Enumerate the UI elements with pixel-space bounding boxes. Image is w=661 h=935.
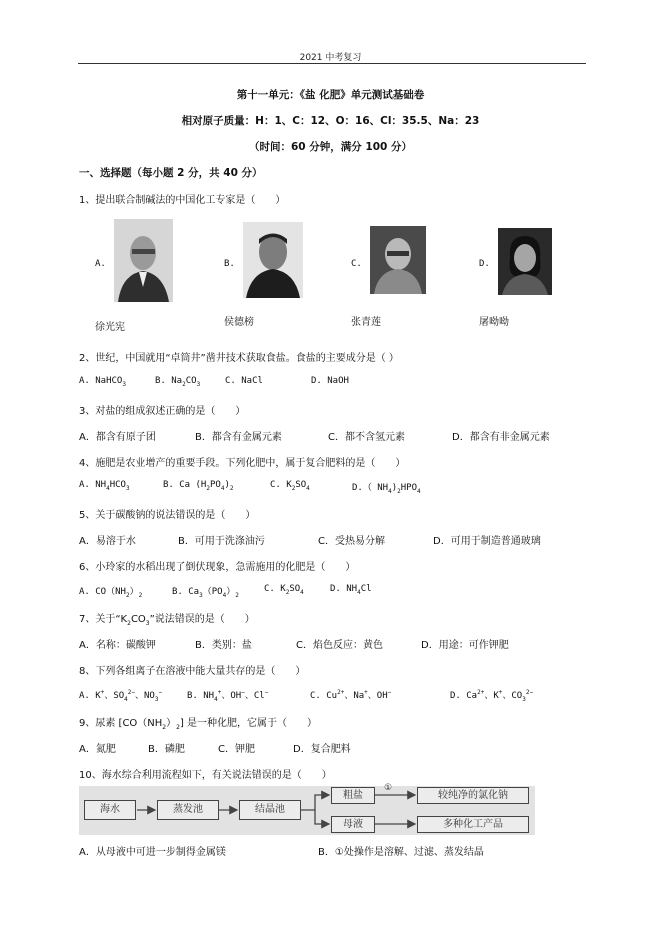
question-8-stem: 8、下列各组离子在溶液中能大量共存的是（ ） bbox=[79, 666, 306, 677]
q3-option-b: B．都含有金属元素 bbox=[195, 432, 282, 443]
question-3-stem: 3、对盐的组成叙述正确的是（ ） bbox=[79, 406, 246, 417]
q9-option-c: C．钾肥 bbox=[218, 744, 255, 755]
flow-chem-products: 多种化工产品 bbox=[417, 816, 529, 833]
portrait-zhang-qinglian bbox=[370, 226, 426, 294]
q5-option-c: C．受热易分解 bbox=[318, 536, 385, 547]
q1-option-b-photo bbox=[243, 222, 303, 298]
q9-option-b: B．磷肥 bbox=[148, 744, 185, 755]
q2-option-d: D. NaOH bbox=[311, 376, 349, 386]
q10-option-a: A．从母液中可进一步制得金属镁 bbox=[79, 847, 226, 858]
q6-option-c: C. $K_2SO_4$ bbox=[264, 584, 304, 596]
q2-option-c: C. NaCl bbox=[225, 376, 263, 386]
q1-option-c-photo bbox=[370, 226, 426, 294]
q9-option-d: D．复合肥料 bbox=[293, 744, 351, 755]
q5-option-b: B．可用于洗涤油污 bbox=[178, 536, 265, 547]
portrait-hou-debang bbox=[243, 222, 303, 298]
q3-option-d: D．都含有非金属元素 bbox=[452, 432, 550, 443]
page-title: 第十一单元：《盐 化肥》单元测试基础卷 bbox=[236, 89, 425, 101]
flow-pure-nacl: 较纯净的氯化钠 bbox=[417, 787, 529, 804]
q4-option-b: B. Ca $(H_2PO_4)_2$ bbox=[163, 480, 234, 492]
q9-option-a: A．氮肥 bbox=[79, 744, 116, 755]
q1-option-d-name: 屠呦呦 bbox=[479, 317, 509, 328]
seawater-flow-diagram bbox=[79, 783, 535, 835]
q6-option-a: A. $CO(NH_2)_2$ bbox=[79, 587, 143, 599]
q7-option-b: B．类别：盐 bbox=[195, 640, 252, 651]
q1-option-d-letter: D. bbox=[479, 259, 490, 269]
q8-option-a: A. K+、$SO_4^{2-}$、$NO_3^-$ bbox=[79, 689, 163, 703]
q4-option-d: D.（ $NH_4)_2HPO_4$ bbox=[352, 483, 421, 495]
q10-option-b: B．①处操作是溶解、过滤、蒸发结晶 bbox=[318, 847, 484, 858]
question-2-stem: 2、世纪，中国就用“卓筒井”凿井技术获取食盐。食盐的主要成分是（ ） bbox=[79, 353, 399, 364]
flow-step-1-label: ① bbox=[384, 783, 393, 793]
flow-crystallization-pond: 结晶池 bbox=[239, 800, 301, 820]
question-6-stem: 6、小玲家的水稻出现了倒伏现象，急需施用的化肥是（ ） bbox=[79, 562, 356, 573]
q1-option-a-name: 徐光宪 bbox=[95, 322, 125, 333]
q1-option-d-photo bbox=[498, 228, 552, 295]
q2-option-a: A. NaHCO$_3$ bbox=[79, 376, 126, 388]
q3-option-c: C．都不含氢元素 bbox=[328, 432, 405, 443]
q1-option-b-letter: B. bbox=[224, 259, 235, 269]
question-10-stem: 10、海水综合利用流程如下，有关说法错误的是（ ） bbox=[79, 770, 332, 781]
flow-seawater: 海水 bbox=[84, 800, 136, 820]
q4-option-c: C. $K_2SO_4$ bbox=[270, 480, 310, 492]
question-7-stem: 7、关于“$K_2CO_3$”说法错误的是（ ） bbox=[79, 614, 255, 627]
question-1-stem: 1、提出联合制碱法的中国化工专家是（ ） bbox=[79, 195, 286, 206]
q2-option-b: B. $Na_2CO_3$ bbox=[155, 376, 201, 388]
q4-option-a: A. $NH_4HCO_3$ bbox=[79, 480, 130, 492]
flow-evaporation-pond: 蒸发池 bbox=[157, 800, 219, 820]
q6-option-d: D. $NH_4Cl$ bbox=[330, 584, 372, 596]
question-5-stem: 5、关于碳酸钠的说法错误的是（ ） bbox=[79, 510, 256, 521]
flow-crude-salt: 粗盐 bbox=[331, 787, 375, 804]
q7-option-c: C．焰色反应：黄色 bbox=[296, 640, 383, 651]
time-info: （时间：60 分钟，满分 100 分） bbox=[249, 141, 412, 153]
question-9-stem: 9、尿素 $[CO(NH_2)_2]$ 是一种化肥，它属于（ ） bbox=[79, 718, 318, 731]
q5-option-a: A．易溶于水 bbox=[79, 536, 136, 547]
q1-option-c-name: 张青莲 bbox=[351, 317, 381, 328]
q6-option-b: B. $Ca_3(PO_4)_2$ bbox=[172, 587, 239, 599]
atomic-mass-line: 相对原子质量：H：1、C：12、O：16、Cl：35.5、Na：23 bbox=[181, 115, 480, 127]
section-heading: 一、选择题（每小题 2 分，共 40 分） bbox=[79, 167, 263, 179]
q7-option-a: A．名称：碳酸钾 bbox=[79, 640, 156, 651]
q5-option-d: D．可用于制造普通玻璃 bbox=[433, 536, 541, 547]
q1-option-b-name: 侯德榜 bbox=[224, 317, 254, 328]
q1-option-a-photo bbox=[114, 219, 173, 302]
question-4-stem: 4、施肥是农业增产的重要手段。下列化肥中，属于复合肥料的是（ ） bbox=[79, 458, 406, 469]
flow-mother-liquor: 母液 bbox=[331, 816, 375, 833]
q1-option-c-letter: C. bbox=[351, 259, 362, 269]
q8-option-d: D. $Ca^{2+}$、K+、$CO_3^{2-}$ bbox=[450, 689, 534, 703]
header-rule bbox=[78, 63, 586, 64]
q3-option-a: A．都含有原子团 bbox=[79, 432, 156, 443]
q8-option-b: B. $NH_4^+$、OH−、Cl− bbox=[187, 689, 269, 703]
q7-option-d: D．用途：可作钾肥 bbox=[421, 640, 509, 651]
page-header: 2021 中考复习 bbox=[299, 53, 362, 63]
portrait-tu-youyou bbox=[498, 228, 552, 295]
q8-option-c: C. $Cu^{2+}$、Na+、OH− bbox=[310, 689, 392, 701]
q1-option-a-letter: A. bbox=[95, 259, 106, 269]
portrait-xu-guangxian bbox=[114, 219, 173, 302]
